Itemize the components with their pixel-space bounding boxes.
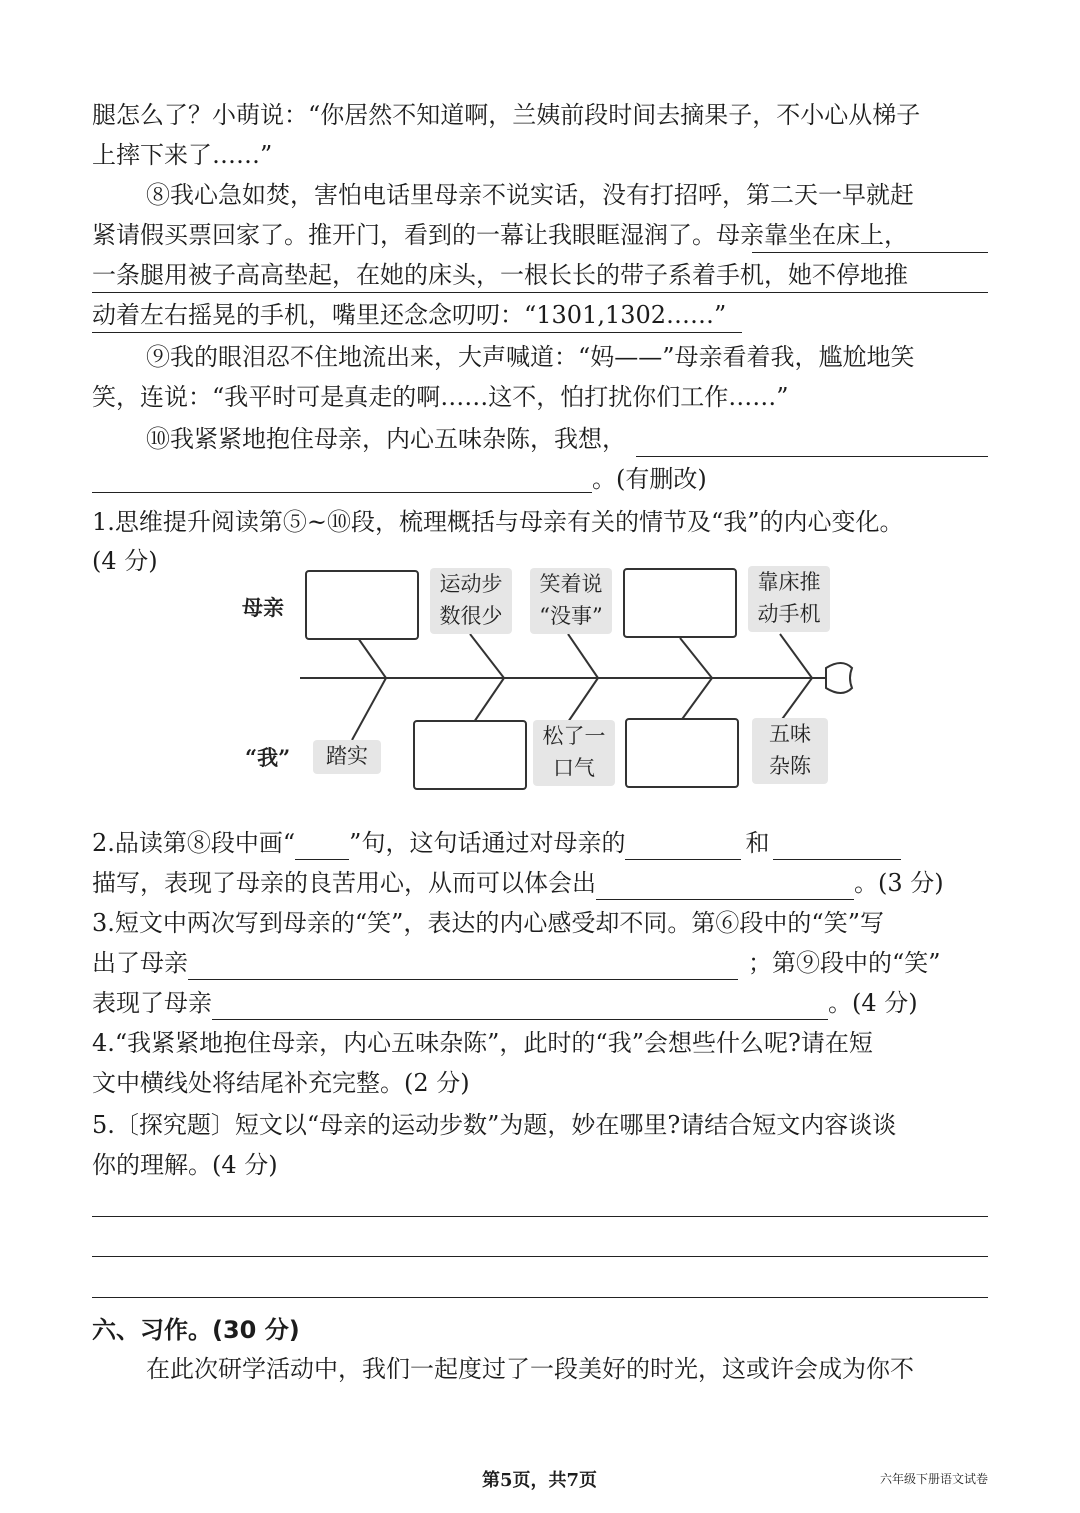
fish-head-icon xyxy=(826,663,852,693)
prompt-text: 在此次研学活动中，我们一起度过了一段美好的时光，这或许会成为你不 xyxy=(146,1355,914,1383)
passage-text: 紧请假买票回家了。推开门，看到的一幕让我眼眶湿润了。 xyxy=(92,221,716,249)
bone xyxy=(680,678,712,722)
paper-title: 六年级下册语文试卷 xyxy=(880,1472,989,1486)
question-4: 4.“我紧紧地抱住母亲，内心五味杂陈”，此时的“我”会想些什么呢?请在短 xyxy=(92,1029,873,1057)
answer-box[interactable] xyxy=(305,570,419,640)
question-2 xyxy=(92,826,901,860)
page-number: 第5页，共7页 xyxy=(482,1470,598,1491)
label-line: 杂陈 xyxy=(769,754,811,778)
underlined-sentence: 母亲靠坐在床上， xyxy=(716,221,908,249)
bone xyxy=(470,634,504,678)
question-text: 描写，表现了母亲的良苦用心，从而可以体会出 xyxy=(92,869,596,897)
passage-line: 上摔下来了……” xyxy=(92,141,273,169)
underlined-sentence: 动着左右摇晃的手机，嘴里还念念叨叨：“1301,1302……” xyxy=(92,301,727,329)
bone xyxy=(358,638,386,678)
question-4: 文中横线处将结尾补充完整。(2 分) xyxy=(92,1069,470,1097)
question-text: 。(3 分) xyxy=(854,869,944,897)
question-text: ”句，这句话通过对母亲的 xyxy=(349,829,626,857)
feeling-label xyxy=(752,718,828,784)
question-text: 2.品读第⑧段中画“ xyxy=(92,829,296,857)
answer-line[interactable] xyxy=(92,1216,988,1217)
label-line: 靠床推 xyxy=(757,570,821,594)
question-text: 。(4 分) xyxy=(828,989,918,1017)
label-line: 踏实 xyxy=(326,744,368,768)
question-text: 出了母亲 xyxy=(92,949,188,977)
feeling-label xyxy=(313,740,381,774)
section-heading: 六、习作。(30 分) xyxy=(92,1316,300,1344)
me-row-label: “我” xyxy=(245,745,291,770)
question-5: 5.〔探究题〕短文以“母亲的运动步数”为题，妙在哪里?请结合短文内容谈谈 xyxy=(92,1111,897,1139)
question-1: 1.思维提升阅读第⑤~⑩段，梳理概括与母亲有关的情节及“我”的内心变化。 xyxy=(92,508,904,536)
mother-event-label xyxy=(748,566,830,632)
paragraph-8: ⑧我心急如焚，害怕电话里母亲不说实话，没有打招呼，第二天一早就赶 xyxy=(146,181,914,209)
answer-line[interactable] xyxy=(92,1297,988,1298)
mother-event-label xyxy=(430,568,512,634)
mother-row-label: 母亲 xyxy=(242,595,284,620)
label-line: “没事” xyxy=(539,604,603,628)
label-line: 口气 xyxy=(553,756,595,780)
underlined-sentence: 一条腿用被子高高垫起，在她的床头，一根长长的带子系着手机，她不停地推 xyxy=(92,261,908,289)
answer-blank[interactable] xyxy=(212,989,828,1020)
bone xyxy=(352,678,386,740)
label-line: 运动步 xyxy=(439,572,503,596)
label-line: 五味 xyxy=(769,722,811,746)
bone xyxy=(780,678,812,722)
label-line: 动手机 xyxy=(757,602,821,626)
question-text: 和 xyxy=(745,829,770,857)
paragraph-9: ⑨我的眼泪忍不住地流出来，大声喊道：“妈——”母亲看着我，尴尬地笑 xyxy=(146,343,915,371)
question-1-score: (4 分) xyxy=(92,547,158,575)
passage-line: 腿怎么了？小萌说：“你居然不知道啊，兰姨前段时间去摘果子，不小心从梯子 xyxy=(92,101,921,129)
bone xyxy=(474,678,504,722)
bone xyxy=(568,678,598,722)
question-text: 表现了母亲 xyxy=(92,989,212,1017)
source-note: 。(有删改) xyxy=(592,465,707,493)
answer-blank[interactable] xyxy=(596,869,854,900)
question-5: 你的理解。(4 分) xyxy=(92,1151,278,1179)
question-3 xyxy=(92,986,918,1020)
label-line: 数很少 xyxy=(439,604,503,628)
answer-box[interactable] xyxy=(413,720,527,790)
label-line: 笑着说 xyxy=(539,572,603,596)
answer-blank[interactable] xyxy=(773,829,901,860)
question-2 xyxy=(92,866,944,900)
answer-box[interactable] xyxy=(625,718,739,788)
answer-blank[interactable] xyxy=(625,829,741,860)
question-3: 3.短文中两次写到母亲的“笑”，表达的内心感受却不同。第⑥段中的“笑”写 xyxy=(92,909,884,937)
bone xyxy=(680,638,712,678)
feeling-label xyxy=(533,720,615,786)
answer-line[interactable] xyxy=(92,1256,988,1257)
bone xyxy=(780,634,812,678)
paragraph-10: ⑩我紧紧地抱住母亲，内心五味杂陈，我想， xyxy=(146,425,626,453)
question-text: ；第⑨段中的“笑” xyxy=(748,949,941,977)
question-3 xyxy=(92,946,941,980)
answer-blank[interactable] xyxy=(188,949,738,980)
label-line: 松了一 xyxy=(542,724,606,748)
answer-blank[interactable] xyxy=(295,829,349,860)
mother-event-label xyxy=(530,568,612,634)
answer-box[interactable] xyxy=(623,568,737,638)
bone xyxy=(568,634,598,678)
passage-line: 笑，连说：“我平时可是真走的啊……这不，怕打扰你们工作……” xyxy=(92,383,789,411)
